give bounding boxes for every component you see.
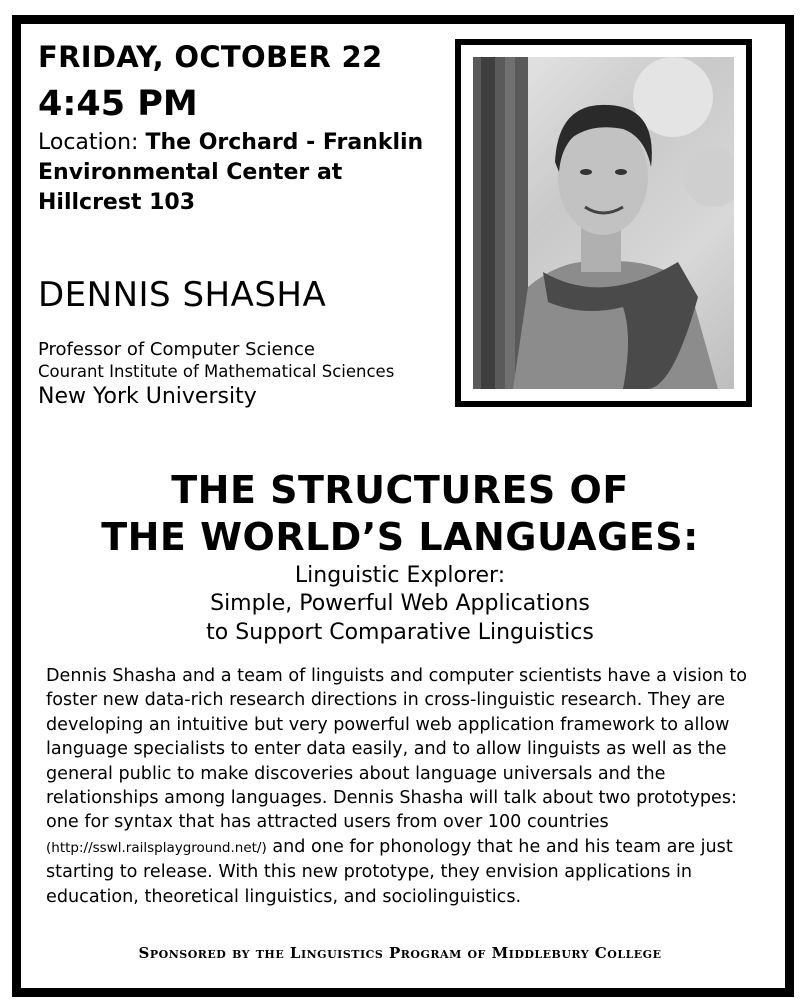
talk-subtitle-line2: Simple, Powerful Web Applications (210, 591, 590, 616)
abstract-part2: and one for phonology that he and his team are just starting to release. With this new prototype, they envision applications in education, theoretical linguistics, and sociolinguistics. (46, 836, 733, 907)
speaker-title: Professor of Computer Science (38, 339, 315, 360)
abstract-text (46, 664, 766, 909)
portrait-photo-icon (473, 57, 734, 389)
location-value: The Orchard - Franklin Environmental Center at Hillcrest 103 (38, 130, 424, 215)
speaker-institute: Courant Institute of Mathematical Sciences (38, 362, 395, 381)
event-date: FRIDAY, OCTOBER 22 (38, 40, 383, 74)
abstract-part1: Dennis Shasha and a team of linguists and computer scientists have a vision to foster new data-rich research directions in cross-linguistic research. They are developing an intuitive but very powerful web application framework to allow language specialists to enter data easily, and to allow linguists as well as the general public to make discoveries about language universals and the relationships among languages. Dennis Shasha will talk about two prototypes: one for syntax that has attracted users from over 100 countries (46, 666, 748, 833)
talk-subtitle-line3: to Support Comparative Linguistics (206, 620, 594, 645)
event-location (38, 128, 448, 218)
location-label: Location: (38, 130, 139, 155)
speaker-university: New York University (38, 384, 257, 409)
abstract-url[interactable]: (http://sswl.railsplayground.net/) (46, 839, 267, 856)
sponsor-line: Sponsored by the Linguistics Program of Middlebury College (138, 944, 662, 962)
talk-title-line1: THE STRUCTURES OF (171, 468, 629, 512)
event-time: 4:45 PM (38, 84, 198, 124)
speaker-photo (473, 57, 734, 389)
talk-subtitle-line1: Linguistic Explorer: (294, 563, 506, 588)
talk-title-line2: THE WORLD’S LANGUAGES: (101, 515, 699, 559)
speaker-photo-frame (455, 39, 752, 407)
speaker-name: DENNIS SHASHA (38, 275, 327, 315)
